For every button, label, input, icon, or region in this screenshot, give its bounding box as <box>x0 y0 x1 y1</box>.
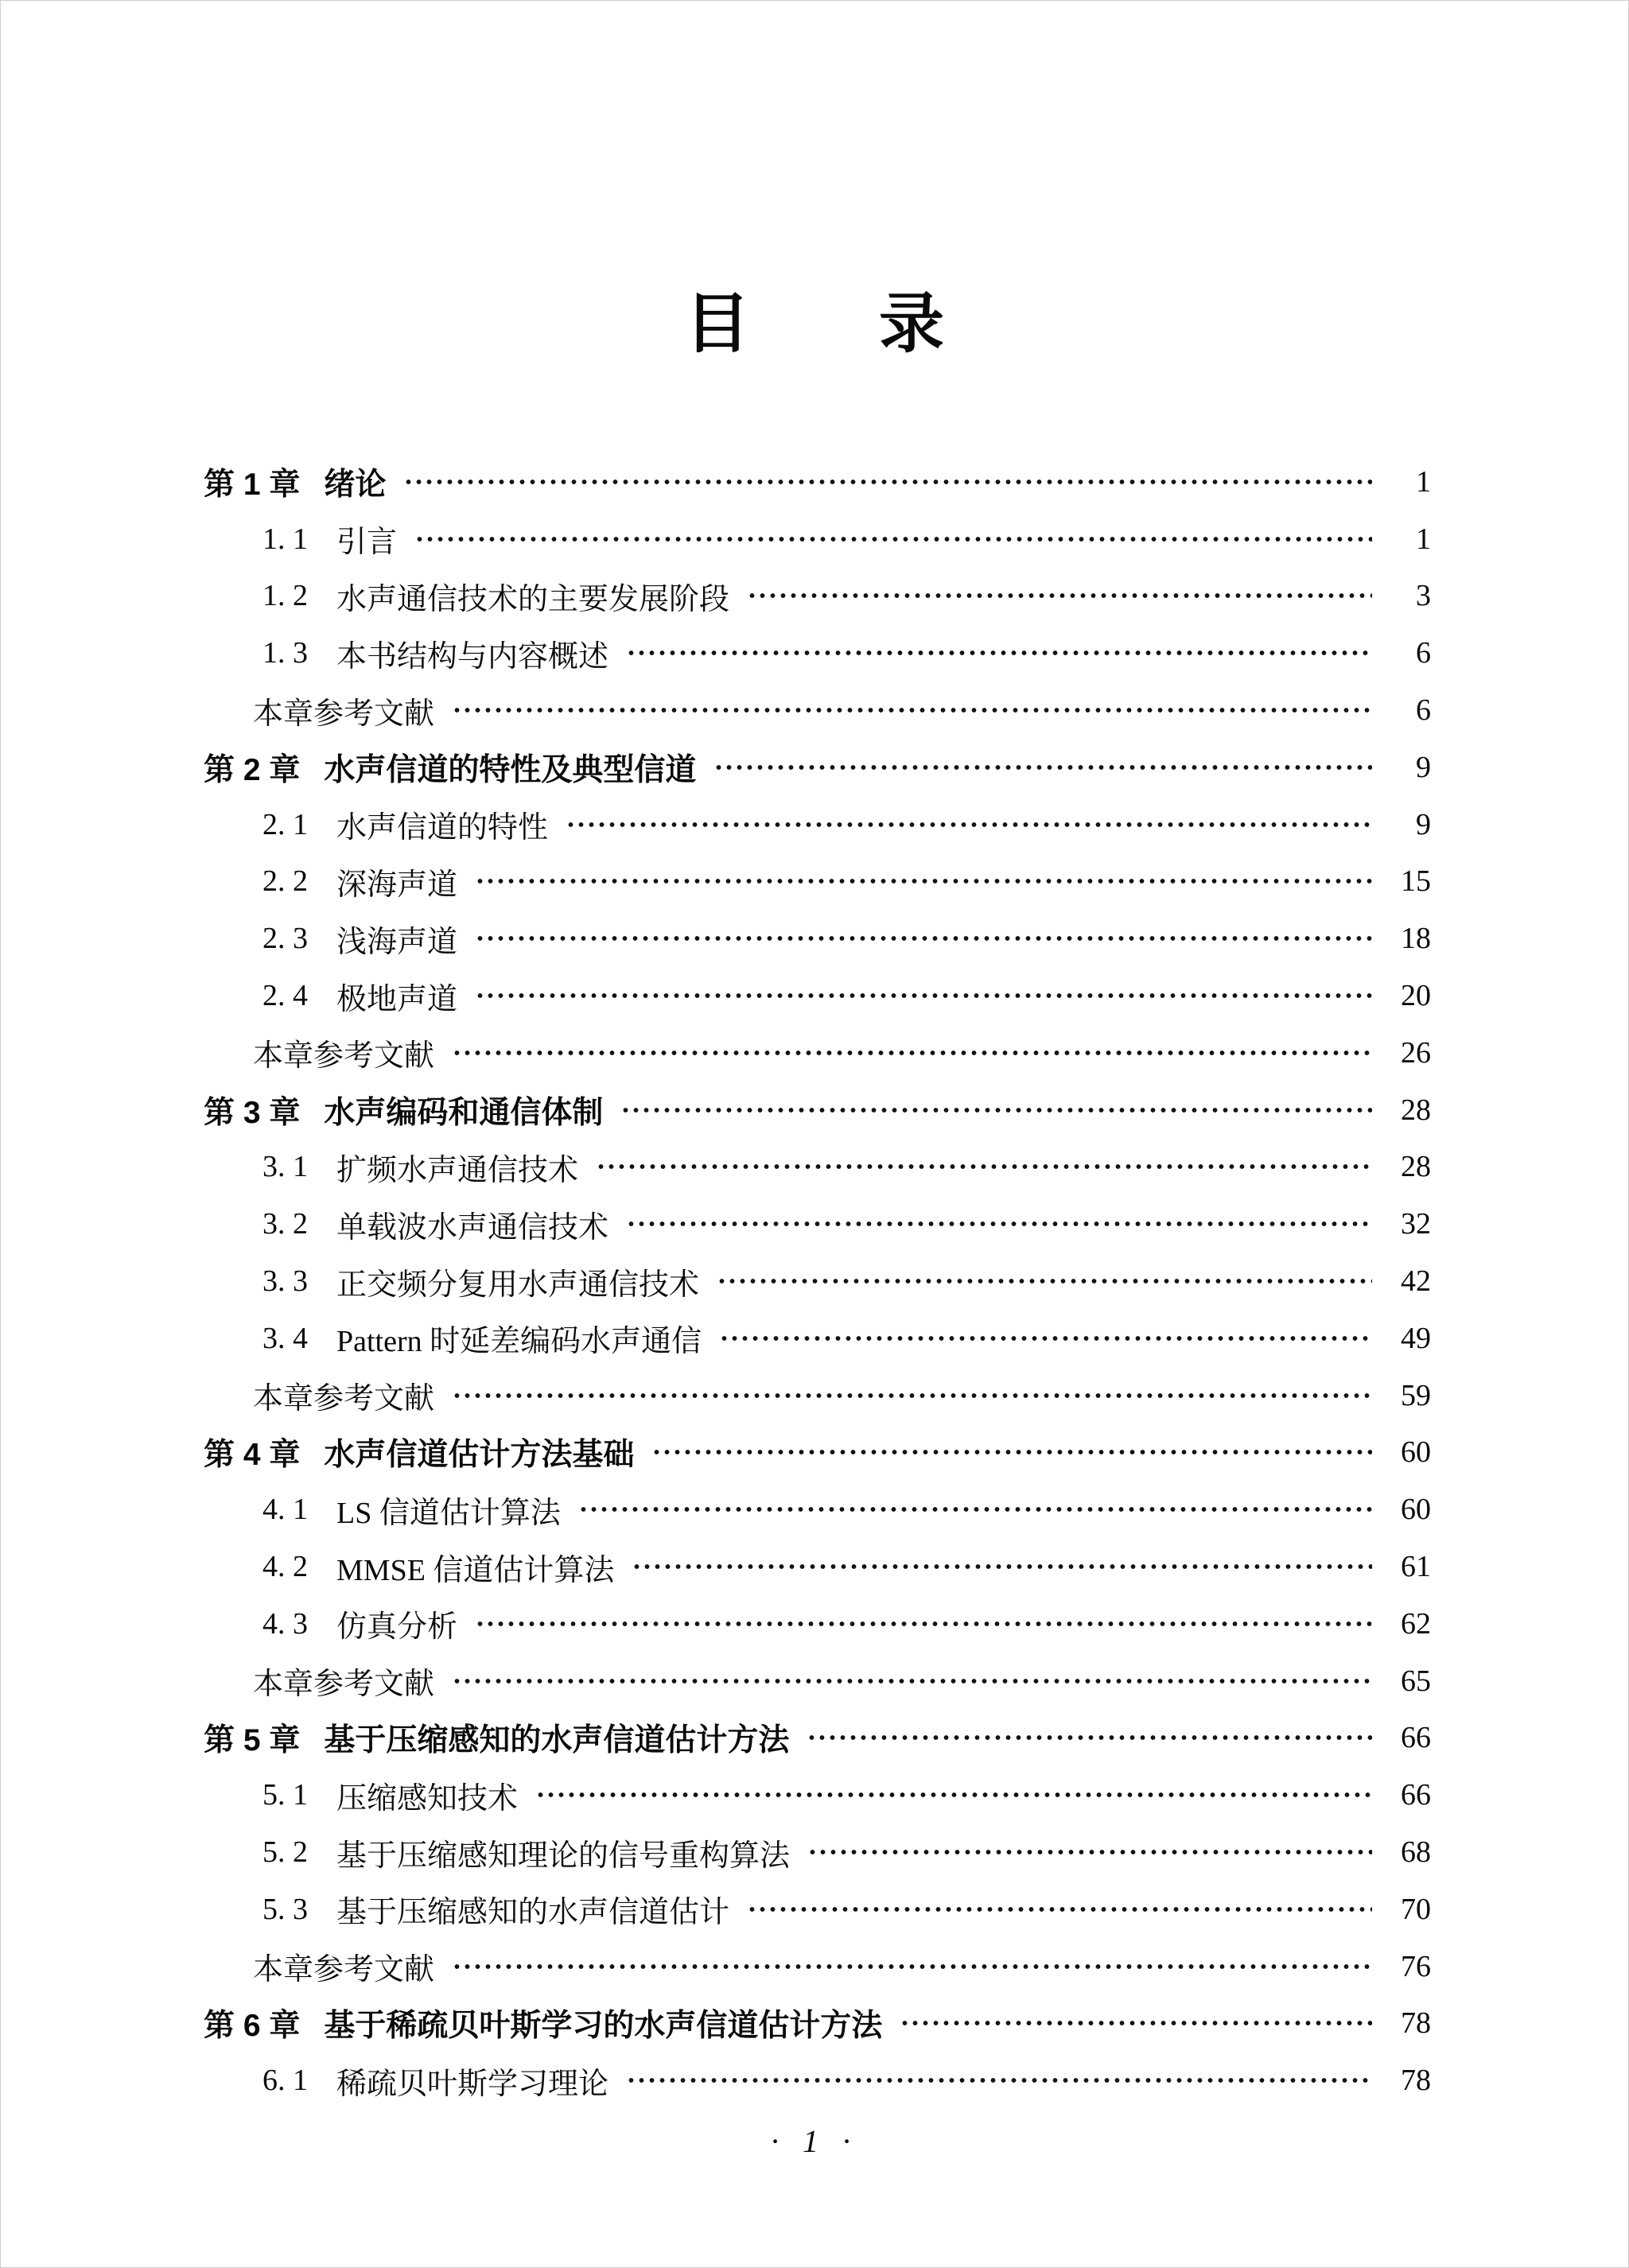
toc-entry <box>204 1938 1431 1995</box>
entry-title: MMSE 信道估计算法 <box>336 1553 615 1587</box>
entry-title: 本章参考文献 <box>253 1953 435 1987</box>
entry-number: 第 5 章 <box>204 1723 301 1758</box>
entry-title: 水声编码和通信体制 <box>324 1095 604 1130</box>
entry-number: 1. 3 <box>262 636 308 670</box>
entry-page-number: 66 <box>1401 1721 1431 1755</box>
entry-number: 4. 3 <box>262 1606 308 1641</box>
dot-leader <box>717 1264 1372 1298</box>
toc-entry <box>204 1024 1431 1082</box>
dot-leader <box>626 636 1372 670</box>
entry-title: 浅海声道 <box>336 925 458 959</box>
dot-leader <box>719 1322 1372 1355</box>
entry-title: 本章参考文献 <box>253 697 435 731</box>
dot-leader <box>475 1607 1372 1641</box>
entry-title: 水声通信技术的主要发展阶段 <box>336 582 730 616</box>
entry-title: 深海声道 <box>336 868 458 902</box>
toc-entry <box>204 853 1431 911</box>
dot-leader <box>452 1379 1372 1412</box>
dot-leader <box>651 1435 1372 1469</box>
entry-page-number: 9 <box>1416 750 1431 784</box>
page-title-char-2: 录 <box>879 288 945 360</box>
entry-page-number: 1 <box>1416 522 1431 556</box>
toc-entry <box>204 624 1431 682</box>
entry-title: 本书结构与内容概述 <box>336 639 609 674</box>
entry-number: 6. 1 <box>262 2064 308 2098</box>
dot-leader <box>475 979 1372 1012</box>
dot-leader <box>807 1835 1372 1869</box>
entry-page-number: 68 <box>1401 1835 1431 1870</box>
entry-page-number: 28 <box>1401 1093 1431 1127</box>
entry-page-number: 28 <box>1401 1150 1431 1184</box>
toc-entry <box>204 1881 1431 1938</box>
dot-leader <box>626 2064 1372 2097</box>
entry-number: 3. 1 <box>262 1150 308 1184</box>
toc-entry <box>204 1481 1431 1538</box>
entry-page-number: 6 <box>1416 693 1431 728</box>
dot-leader <box>632 1550 1372 1583</box>
dot-leader <box>620 1093 1372 1127</box>
entry-page-number: 6 <box>1416 636 1431 670</box>
entry-page-number: 9 <box>1416 807 1431 841</box>
entry-page-number: 59 <box>1401 1378 1431 1412</box>
entry-title: 水声信道的特性 <box>336 811 549 845</box>
entry-page-number: 66 <box>1401 1778 1431 1812</box>
page-title <box>1 289 1628 360</box>
entry-page-number: 60 <box>1401 1493 1431 1527</box>
entry-page-number: 62 <box>1401 1606 1431 1641</box>
entry-title: 基于压缩感知的水声信道估计 <box>336 1896 730 1930</box>
entry-number: 5. 3 <box>262 1892 308 1926</box>
toc-entry <box>204 1139 1431 1196</box>
toc-entry <box>204 1595 1431 1652</box>
entry-page-number: 20 <box>1401 979 1431 1013</box>
toc-entry <box>204 739 1431 796</box>
entry-title: 极地声道 <box>336 982 458 1016</box>
dot-leader <box>596 1150 1372 1183</box>
toc-entry <box>204 1082 1431 1139</box>
entry-title: 水声信道估计方法基础 <box>324 1438 635 1473</box>
dot-leader <box>900 2006 1372 2040</box>
dot-leader <box>403 465 1372 499</box>
entry-page-number: 65 <box>1401 1664 1431 1698</box>
dot-leader <box>747 1893 1372 1926</box>
toc-entry <box>204 1823 1431 1881</box>
entry-title: 稀疏贝叶斯学习理论 <box>336 2067 609 2101</box>
toc-entry <box>204 1195 1431 1252</box>
entry-title: 本章参考文献 <box>253 1039 435 1074</box>
entry-title: 本章参考文献 <box>253 1382 435 1416</box>
entry-title: LS 信道估计算法 <box>336 1496 561 1530</box>
toc-entry <box>204 1766 1431 1823</box>
toc-entry <box>204 1710 1431 1767</box>
entry-title: 单载波水声通信技术 <box>336 1210 609 1245</box>
dot-leader <box>452 1036 1372 1070</box>
toc-entry <box>204 1652 1431 1710</box>
entry-title: 基于压缩感知理论的信号重构算法 <box>336 1839 791 1873</box>
entry-number: 3. 4 <box>262 1321 308 1355</box>
entry-number: 5. 1 <box>262 1778 308 1812</box>
entry-page-number: 1 <box>1416 464 1431 499</box>
toc-entry <box>204 511 1431 568</box>
toc-entry <box>204 682 1431 739</box>
entry-title: 水声信道的特性及典型信道 <box>324 752 697 787</box>
toc-entry <box>204 1367 1431 1424</box>
page-title-char-1: 目 <box>684 288 750 360</box>
dot-leader <box>578 1493 1372 1526</box>
toc-entry <box>204 796 1431 853</box>
entry-page-number: 49 <box>1401 1321 1431 1355</box>
dot-leader <box>475 922 1372 955</box>
entry-number: 第 1 章 <box>204 467 301 502</box>
entry-page-number: 60 <box>1401 1435 1431 1470</box>
entry-number: 1. 2 <box>262 579 308 613</box>
toc-entry <box>204 1252 1431 1310</box>
entry-page-number: 78 <box>1401 2006 1431 2041</box>
entry-page-number: 26 <box>1401 1035 1431 1070</box>
entry-number: 第 3 章 <box>204 1095 301 1130</box>
dot-leader <box>414 522 1372 556</box>
entry-number: 4. 1 <box>262 1493 308 1527</box>
dot-leader <box>807 1721 1372 1754</box>
toc-entry <box>204 1424 1431 1482</box>
entry-title: 扩频水声通信技术 <box>336 1153 579 1187</box>
entry-title: Pattern 时延差编码水声通信 <box>336 1325 702 1359</box>
entry-page-number: 18 <box>1401 922 1431 956</box>
toc-entry <box>204 967 1431 1024</box>
entry-title: 基于稀疏贝叶斯学习的水声信道估计方法 <box>324 2009 883 2044</box>
toc-list <box>204 453 1431 2109</box>
toc-entry <box>204 910 1431 967</box>
page-footer-number: · 1 · <box>771 2123 858 2159</box>
entry-number: 2. 2 <box>262 864 308 899</box>
dot-leader <box>452 693 1372 727</box>
entry-number: 3. 2 <box>262 1207 308 1241</box>
entry-title: 基于压缩感知的水声信道估计方法 <box>324 1723 790 1758</box>
entry-page-number: 42 <box>1401 1264 1431 1299</box>
toc-entry <box>204 1310 1431 1367</box>
entry-title: 引言 <box>336 526 398 560</box>
toc-entry <box>204 568 1431 625</box>
entry-number: 5. 2 <box>262 1835 308 1870</box>
entry-page-number: 61 <box>1401 1550 1431 1584</box>
entry-page-number: 70 <box>1401 1892 1431 1926</box>
entry-number: 2. 1 <box>262 807 308 841</box>
entry-title: 本章参考文献 <box>253 1668 435 1702</box>
entry-page-number: 32 <box>1401 1207 1431 1241</box>
dot-leader <box>626 1207 1372 1241</box>
entry-number: 第 2 章 <box>204 752 301 787</box>
dot-leader <box>713 751 1372 784</box>
entry-number: 第 4 章 <box>204 1438 301 1473</box>
toc-entry <box>204 2052 1431 2109</box>
entry-number: 3. 3 <box>262 1264 308 1299</box>
entry-number: 4. 2 <box>262 1550 308 1584</box>
dot-leader <box>452 1664 1372 1698</box>
dot-leader <box>535 1778 1372 1812</box>
entry-title: 正交频分复用水声通信技术 <box>336 1268 700 1302</box>
entry-number: 2. 4 <box>262 979 308 1013</box>
dot-leader <box>747 579 1372 612</box>
toc-entry <box>204 453 1431 511</box>
entry-page-number: 3 <box>1416 579 1431 613</box>
dot-leader <box>566 808 1372 841</box>
entry-number: 2. 3 <box>262 922 308 956</box>
entry-title: 压缩感知技术 <box>336 1781 519 1816</box>
dot-leader <box>475 864 1372 898</box>
entry-number: 1. 1 <box>262 522 308 556</box>
entry-page-number: 78 <box>1401 2064 1431 2098</box>
entry-page-number: 76 <box>1401 1949 1431 1983</box>
entry-page-number: 15 <box>1401 864 1431 899</box>
toc-entry <box>204 1538 1431 1595</box>
toc-entry <box>204 1995 1431 2052</box>
entry-title: 绪论 <box>324 467 387 502</box>
entry-number: 第 6 章 <box>204 2009 301 2044</box>
entry-title: 仿真分析 <box>336 1610 458 1645</box>
dot-leader <box>452 1950 1372 1983</box>
